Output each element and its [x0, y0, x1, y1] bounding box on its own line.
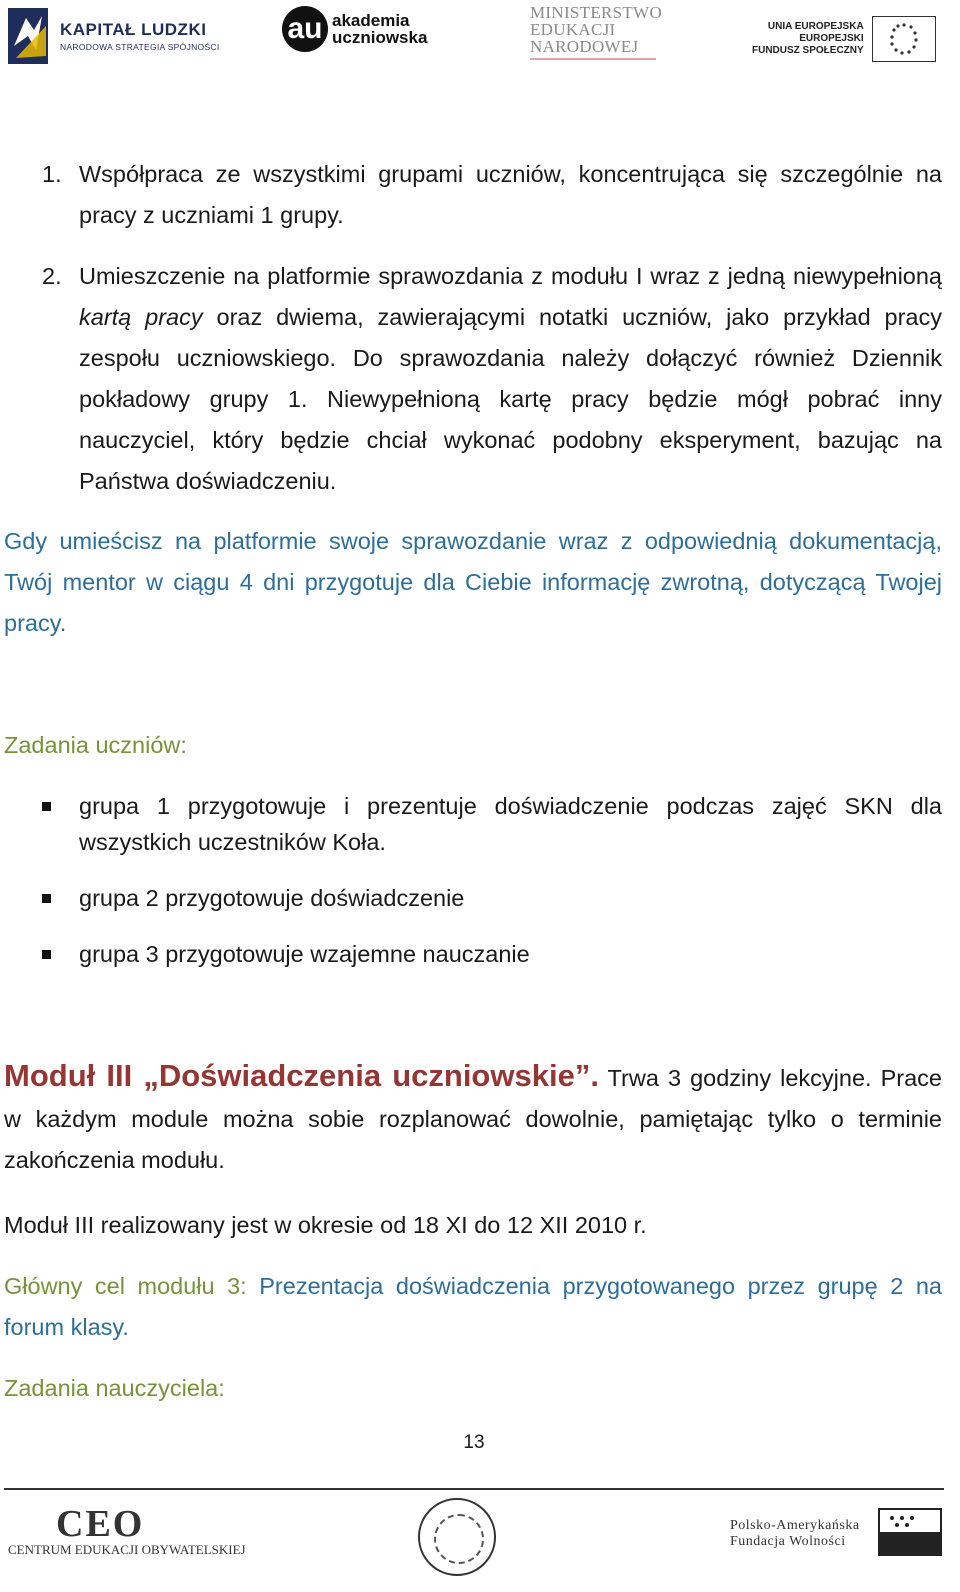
list-item	[4, 936, 942, 972]
men-line1: MINISTERSTWO	[530, 3, 663, 22]
men-line2: EDUKACJI	[530, 20, 616, 39]
eu-flag-icon	[872, 16, 936, 62]
italic-term: kartą pracy	[79, 304, 203, 330]
bullet-square-icon	[42, 802, 51, 811]
list-text: Współpraca ze wszystkimi grupami uczniów, koncentrująca się szczególnie na pracy z uczniami 1 grupy.	[79, 161, 942, 228]
kapital-ludzki-title: KAPITAŁ LUDZKI	[60, 20, 207, 39]
eu-logo	[752, 16, 936, 62]
goal-text: Prezentacja doświadczenia przygotowanego przez grupę 2 na forum klasy.	[4, 1273, 942, 1340]
list-item	[4, 154, 942, 236]
ceo-logo	[8, 1502, 246, 1558]
page-footer	[0, 1492, 960, 1592]
list-item	[4, 256, 942, 502]
eu-line2: EUROPEJSKI	[799, 33, 864, 44]
students-heading: Zadania uczniów:	[4, 732, 187, 758]
bullet-text: grupa 3 przygotowuje wzajemne nauczanie	[79, 941, 530, 967]
ceo-name: CENTRUM EDUKACJI OBYWATELSKIEJ	[8, 1542, 246, 1557]
men-logo	[530, 4, 662, 60]
list-number: 1.	[42, 161, 62, 187]
pafw-line1: Polsko-Amerykańska	[730, 1518, 860, 1533]
pafw-line2: Fundacja Wolności	[730, 1534, 846, 1549]
page-number: 13	[463, 1432, 485, 1453]
akademia-uczniowska-logo	[282, 6, 427, 52]
bullet-text: grupa 2 przygotowuje doświadczenie	[79, 885, 465, 911]
eu-line1: UNIA EUROPEJSKA	[767, 21, 864, 32]
teacher-heading: Zadania nauczyciela:	[4, 1375, 225, 1401]
module-duration: Trwa 3 godziny lekcyjne.	[598, 1065, 872, 1091]
men-underline	[530, 58, 656, 60]
bullet-text: grupa 1 przygotowuje i prezentuje doświadczenie podczas zajęć SKN dla wszystkich uczestników Koła.	[79, 793, 942, 855]
page-header	[0, 0, 960, 80]
ceo-mark: CEO	[56, 1503, 145, 1545]
akademia-line1: akademia	[332, 11, 410, 30]
list-item	[4, 880, 942, 916]
list-item	[4, 788, 942, 860]
footer-divider	[4, 1488, 944, 1490]
module-title: Moduł III „Doświadczenia uczniowskie”.	[4, 1058, 599, 1093]
eu-line3: FUNDUSZ SPOŁECZNY	[752, 45, 864, 56]
module-section	[4, 1055, 942, 1181]
bullet-square-icon	[42, 894, 51, 903]
pafw-logo	[730, 1518, 860, 1550]
list-number: 2.	[42, 263, 62, 289]
module-description: Prace w każdym module można sobie rozplanować dowolnie, pamiętając tylko o terminie zakończenia modułu.	[4, 1065, 942, 1173]
mentor-note: Gdy umieścisz na platformie swoje sprawozdanie wraz z odpowiednią dokumentacją, Twój mentor w ciągu 4 dni przygotuje dla Ciebie informację zwrotną, dotyczącą Twojej pracy.	[4, 528, 942, 636]
kapital-ludzki-subtitle: NARODOWA STRATEGIA SPÓJNOŚCI	[60, 42, 220, 52]
pafw-flag-icon	[878, 1508, 942, 1556]
akademia-line2: uczniowska	[332, 28, 428, 47]
ibi-seal-icon	[418, 1498, 496, 1576]
bullet-square-icon	[42, 950, 51, 959]
goal-label: Główny cel modułu 3:	[4, 1273, 260, 1299]
eagle-emblem-icon	[6, 6, 50, 66]
list-text: Umieszczenie na platformie sprawozdania z modułu I wraz z jedną niewypełnioną kartą pracy oraz dwiema, zawierającymi notatki uczniów, jako przykład pracy zespołu uczniowskiego. Do sprawozdania należy dołączyć również Dziennik pokładowy grupy 1. Niewypełnioną kartę pracy będzie mógł pobrać inny nauczyciel, który będzie chciał wykonać podobny eksperyment, bazując na Państwa doświadczeniu.	[79, 263, 942, 494]
kapital-ludzki-logo	[6, 6, 220, 66]
men-line3: NARODOWEJ	[530, 37, 639, 56]
module-period: Moduł III realizowany jest w okresie od 18 XI do 12 XII 2010 r.	[4, 1212, 647, 1238]
akademia-mark: au	[282, 6, 328, 52]
module-goal	[4, 1266, 942, 1348]
